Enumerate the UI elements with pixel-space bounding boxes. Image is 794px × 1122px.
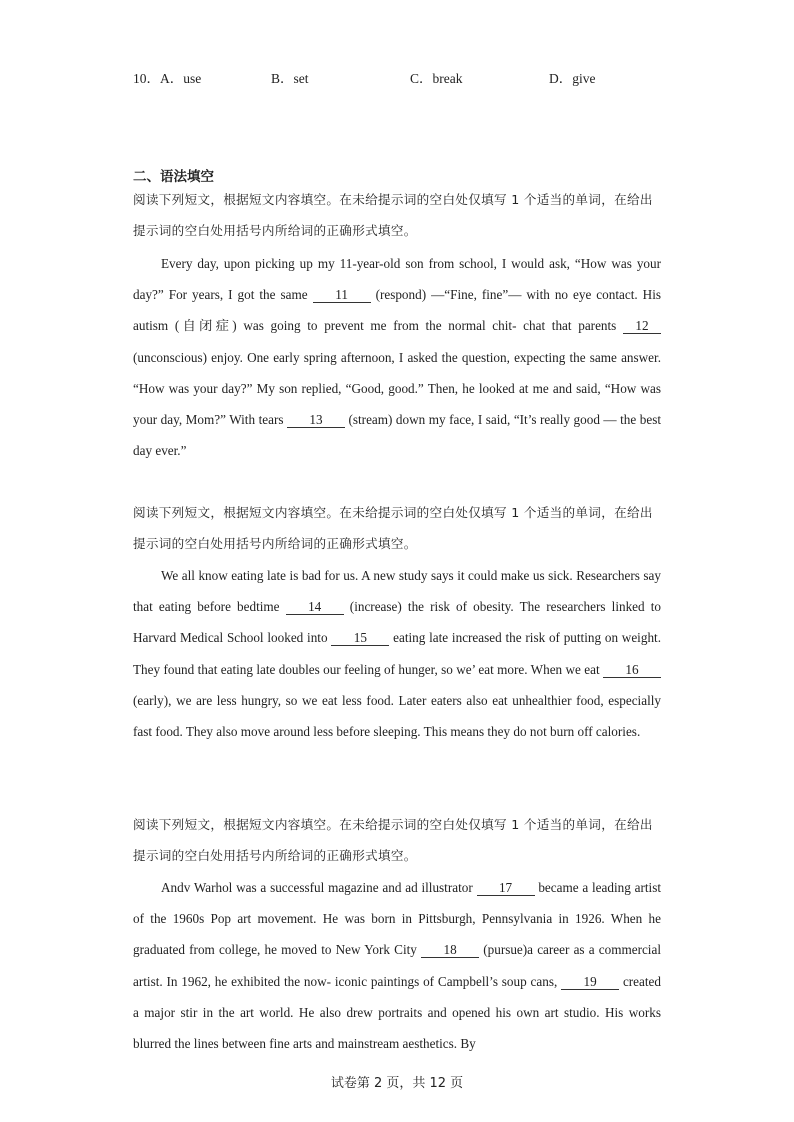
instruction-3: 阅读下列短文，根据短文内容填空。在未给提示词的空白处仅填写 1 个适当的单词，在给出提示词的空白处用括号内所给词的正确形式填空。 bbox=[133, 817, 653, 863]
blank-19[interactable]: 19 bbox=[561, 974, 619, 990]
passage-3: Andv Warhol was a successful magazine and ad illustrator 17 became a leading artist of the 1960s Pop art movement. He was born in Pittsburgh, Pennsylvania in 1926. When he graduated from college, he moved to New York City 18 (pursue)a career as a commercial artist. In 1962, he exhibited the now- iconic paintings of Campbell’s soup cans, 19 created a major stir in the art world. He also drew portraits and opened his own art studio. His works blurred the lines between fine arts and mainstream aesthetics. By bbox=[133, 880, 661, 1052]
blank-13[interactable]: 13 bbox=[287, 412, 345, 428]
blank-11[interactable]: 11 bbox=[313, 287, 371, 303]
question-10-option-b: B．set bbox=[271, 71, 309, 86]
blank-16[interactable]: 16 bbox=[603, 662, 661, 678]
blank-17[interactable]: 17 bbox=[477, 880, 535, 896]
blank-15[interactable]: 15 bbox=[331, 630, 389, 646]
blank-18[interactable]: 18 bbox=[421, 942, 479, 958]
section-title: 二、语法填空 bbox=[133, 169, 214, 185]
blank-12[interactable]: 12 bbox=[623, 318, 661, 334]
passage-2: We all know eating late is bad for us. A new study says it could make us sick. Researchers say that eating before bedtime 14 (increase) the risk of obesity. The researchers linked to Harvard Medical School looked into 15 eating late increased the risk of putting on weight. They found that eating late doubles our feeling of hunger, so we’ eat more. When we eat 16 (early), we are less hungry, so we eat less food. Later eaters also eat unhealthier food, especially fast food. They also move around less before sleeping. This means they do not burn off calories. bbox=[133, 568, 662, 740]
instruction-2: 阅读下列短文，根据短文内容填空。在未给提示词的空白处仅填写 1 个适当的单词，在给出提示词的空白处用括号内所给词的正确形式填空。 bbox=[133, 505, 653, 551]
question-10-number-and-option-a: 10．A．use bbox=[133, 71, 202, 86]
passage-1: Every day, upon picking up my 11-year-old son from school, I would ask, “How was your day?” For years, I got the same 11 (respond) —“Fine, fine”— with no eye contact. His autism (自闭症) was going to prevent me from the normal chit- chat that parents 12 (unconscious) enjoy. One early spring afternoon, I asked the question, expecting the same answer. “How was your day?” My son replied, “Good, good.” Then, he looked at me and said, “How was your day, Mom?” With tears 13 (stream) down my face, I said, “It’s really good — the best day ever.” bbox=[133, 256, 661, 459]
question-10-option-c: C．break bbox=[410, 71, 463, 86]
blank-14[interactable]: 14 bbox=[286, 599, 344, 615]
page-footer: 试卷第 2 页，共 12 页 bbox=[330, 1076, 464, 1091]
instruction-1: 阅读下列短文，根据短文内容填空。在未给提示词的空白处仅填写 1 个适当的单词，在给出提示词的空白处用括号内所给词的正确形式填空。 bbox=[133, 192, 653, 238]
question-10-option-d: D．give bbox=[549, 71, 596, 86]
